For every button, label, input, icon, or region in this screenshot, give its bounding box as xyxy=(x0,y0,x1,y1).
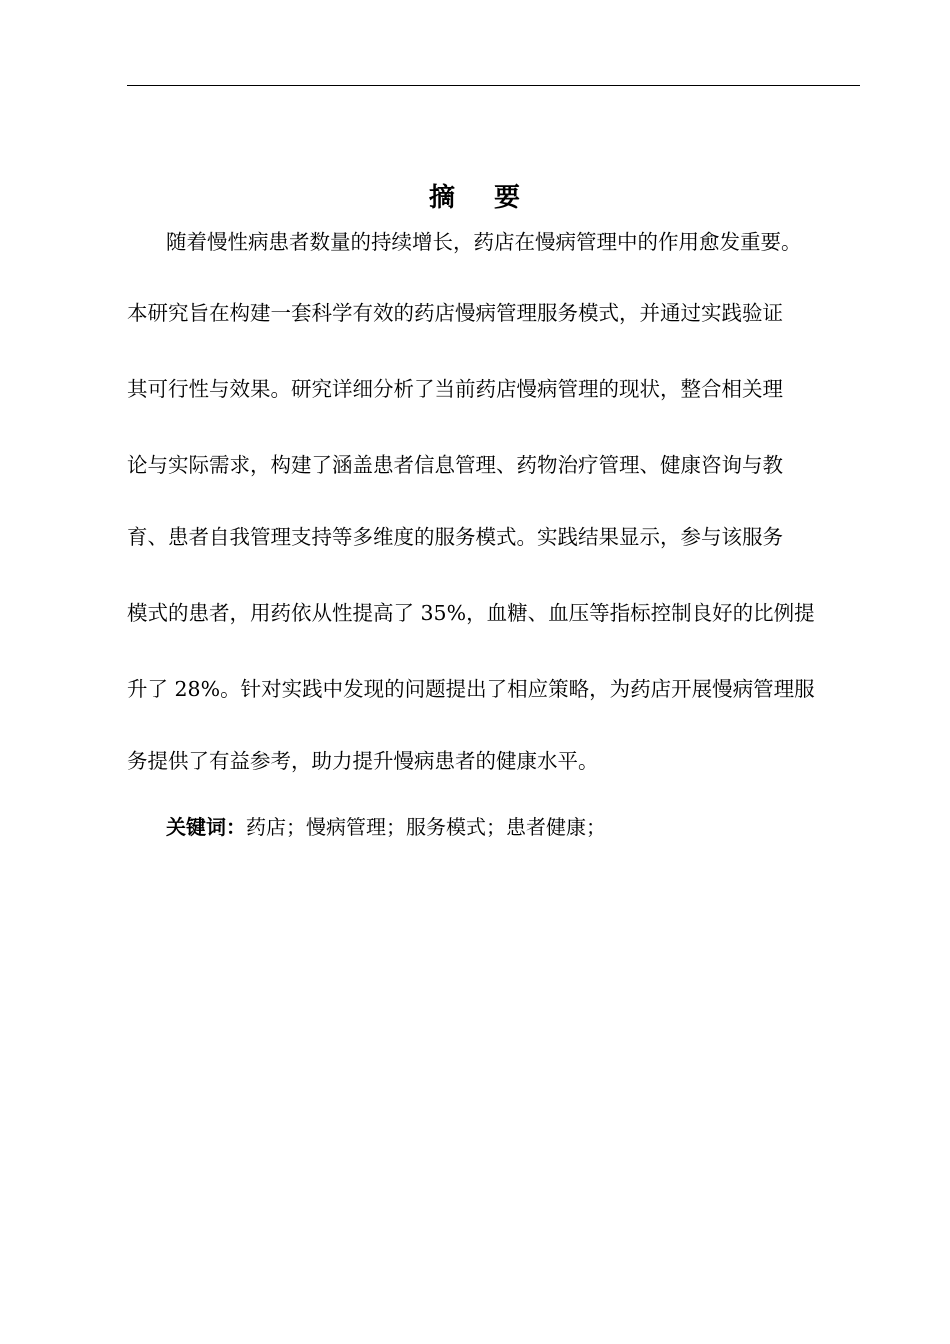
header-rule xyxy=(127,85,860,86)
abstract-line: 升了 28%。针对实践中发现的问题提出了相应策略，为药店开展慢病管理服 xyxy=(127,677,815,701)
keywords-label: 关键词： xyxy=(166,815,246,839)
keywords-text: 药店；慢病管理；服务模式；患者健康； xyxy=(246,815,606,839)
abstract-line: 本研究旨在构建一套科学有效的药店慢病管理服务模式，并通过实践验证 xyxy=(127,301,783,325)
abstract-line: 育、患者自我管理支持等多维度的服务模式。实践结果显示，参与该服务 xyxy=(127,525,783,549)
abstract-line: 模式的患者，用药依从性提高了 35%，血糖、血压等指标控制良好的比例提 xyxy=(127,601,815,625)
abstract-title-part1: 摘 xyxy=(428,183,456,213)
abstract-title-part2: 要 xyxy=(494,183,522,213)
abstract-line: 随着慢性病患者数量的持续增长，药店在慢病管理中的作用愈发重要。 xyxy=(166,230,802,254)
abstract-line: 其可行性与效果。研究详细分析了当前药店慢病管理的现状，整合相关理 xyxy=(127,377,783,401)
keywords-line xyxy=(166,812,606,842)
abstract-line: 务提供了有益参考，助力提升慢病患者的健康水平。 xyxy=(127,749,599,773)
abstract-line: 论与实际需求，构建了涵盖患者信息管理、药物治疗管理、健康咨询与教 xyxy=(127,453,783,477)
abstract-title xyxy=(0,178,950,218)
